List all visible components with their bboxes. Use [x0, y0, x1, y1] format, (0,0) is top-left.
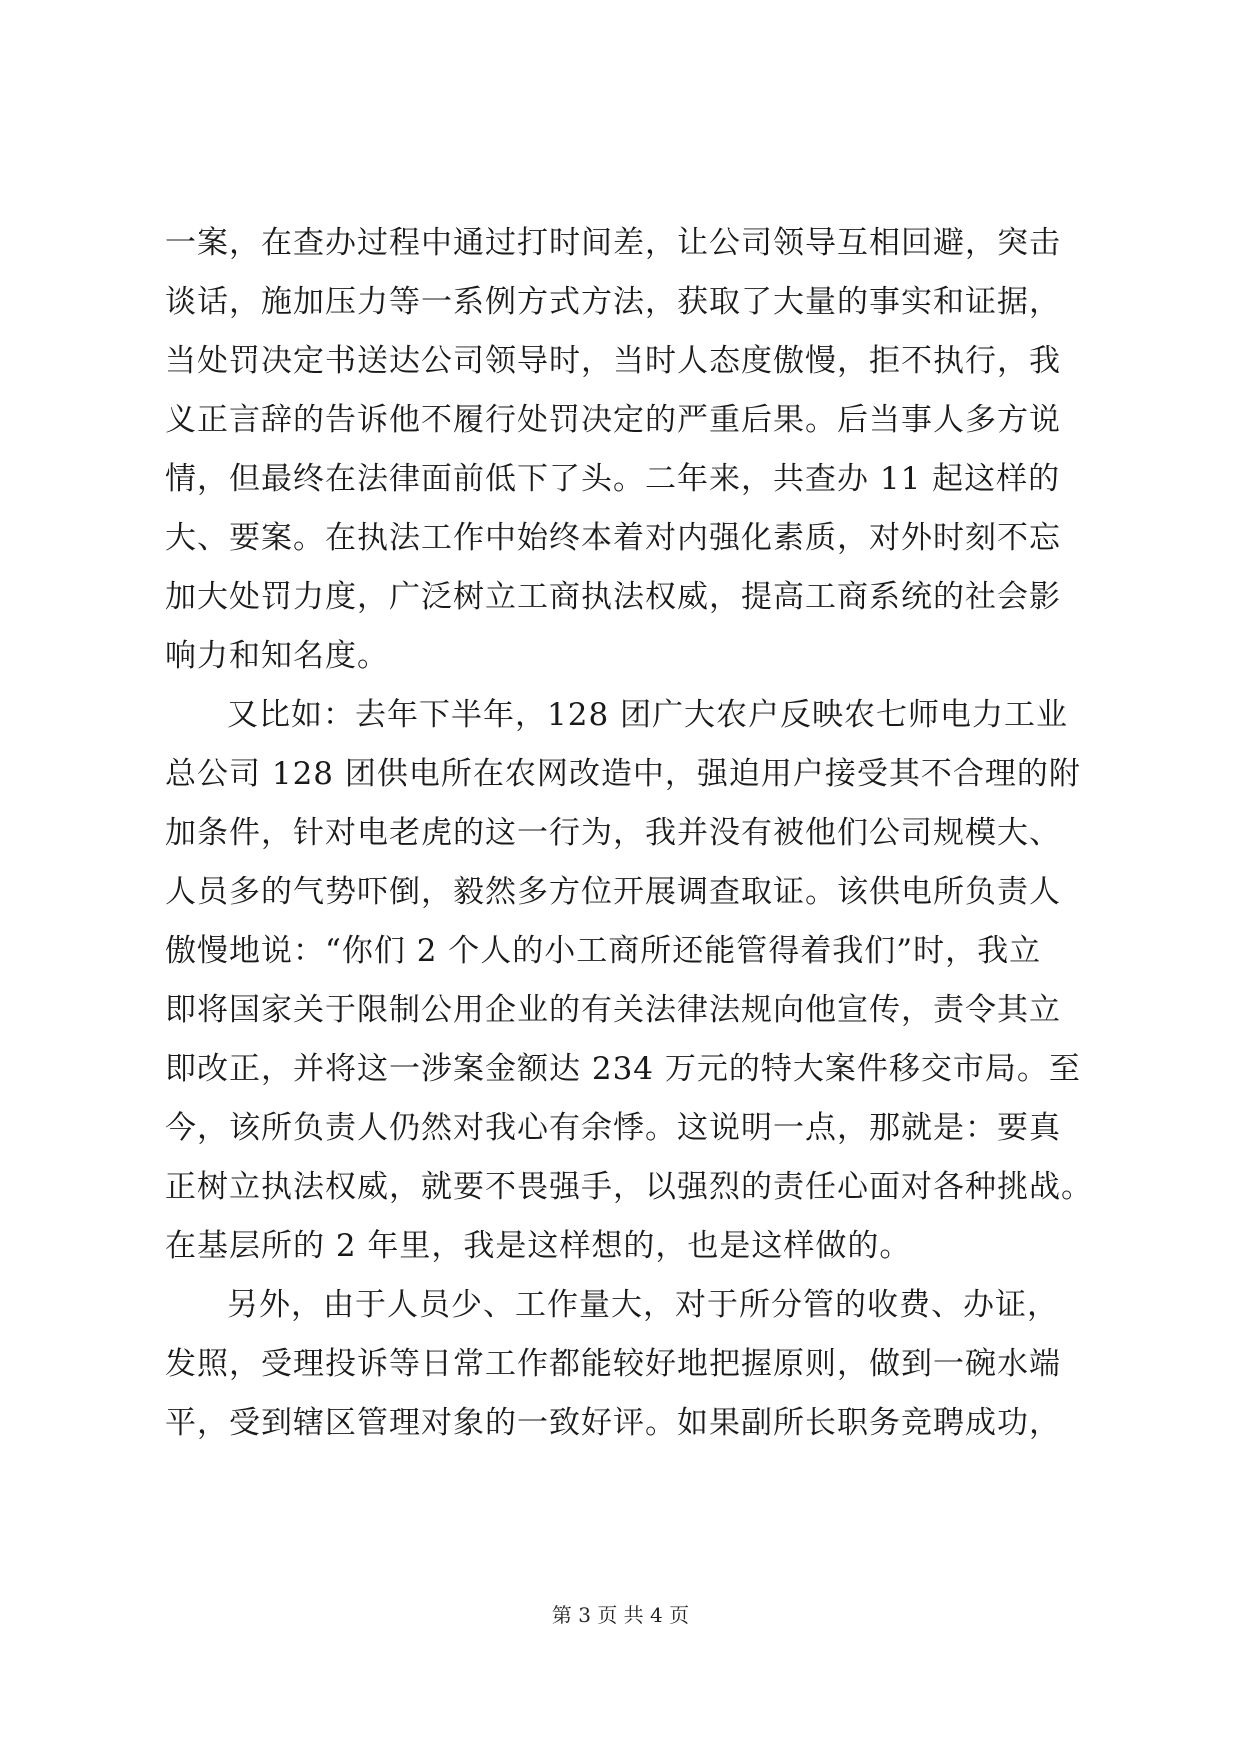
- text-line: 正树立执法权威，就要不畏强手，以强烈的责任心面对各种挑战。: [165, 1169, 1093, 1205]
- text-line: 响力和知名度。: [165, 638, 389, 674]
- page-number-footer: 第 3 页 共 4 页: [551, 1603, 690, 1627]
- text-line: 大、要案。在执法工作中始终本着对内强化素质，对外时刻不忘: [165, 520, 1061, 556]
- text-line: 谈话，施加压力等一系例方式方法，获取了大量的事实和证据，: [165, 284, 1061, 320]
- text-line: 总公司 128 团供电所在农网改造中，强迫用户接受其不合理的附: [165, 756, 1081, 792]
- text-line: 在基层所的 2 年里，我是这样想的，也是这样做的。: [165, 1228, 912, 1264]
- text-line: 发照，受理投诉等日常工作都能较好地把握原则，做到一碗水端: [165, 1346, 1061, 1382]
- text-line: 加条件，针对电老虎的这一行为，我并没有被他们公司规模大、: [165, 815, 1061, 851]
- text-line: 义正言辞的告诉他不履行处罚决定的严重后果。后当事人多方说: [165, 402, 1061, 438]
- text-line: 傲慢地说：“你们 2 个人的小工商所还能管得着我们”时，我立: [165, 933, 1042, 969]
- text-line: 一案，在查办过程中通过打时间差，让公司领导互相回避，突击: [165, 225, 1061, 261]
- text-line: 即将国家关于限制公用企业的有关法律法规向他宣传，责令其立: [165, 992, 1061, 1028]
- paragraph-first-line: 另外，由于人员少、工作量大，对于所分管的收费、办证，: [227, 1287, 1059, 1323]
- text-line: 情，但最终在法律面前低下了头。二年来，共查办 11 起这样的: [165, 461, 1061, 497]
- text-line: 当处罚决定书送达公司领导时，当时人态度傲慢，拒不执行，我: [165, 343, 1061, 379]
- text-line: 人员多的气势吓倒，毅然多方位开展调查取证。该供电所负责人: [165, 874, 1061, 910]
- text-line: 平，受到辖区管理对象的一致好评。如果副所长职务竞聘成功，: [165, 1405, 1061, 1441]
- text-line: 即改正，并将这一涉案金额达 234 万元的特大案件移交市局。至: [165, 1051, 1081, 1087]
- text-line: 今，该所负责人仍然对我心有余悸。这说明一点，那就是：要真: [165, 1110, 1061, 1146]
- text-line: 加大处罚力度，广泛树立工商执法权威，提高工商系统的社会影: [165, 579, 1061, 615]
- paragraph-first-line: 又比如：去年下半年，128 团广大农户反映农七师电力工业: [227, 697, 1069, 733]
